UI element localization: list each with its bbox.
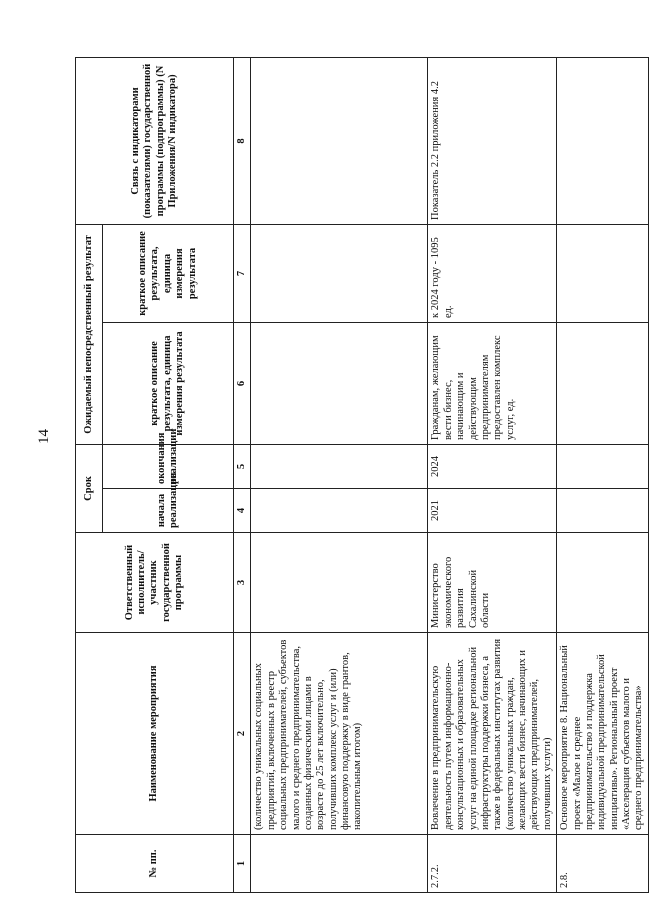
- row-name: Основное мероприятие 8. Национальный проект «Малое и среднее предпринимательство и поддержка индивидуальной предпринимательской инициативы». Региональный проект «Акселерация субъектов малого и среднего предпринимательства»: [557, 633, 649, 835]
- header-term: Срок: [76, 444, 103, 532]
- row-result: Гражданам, желающим вести бизнес, начинающим и действующим предпринимателям предоставлен комплекс услуг, ед.: [428, 322, 557, 444]
- header-link: Связь с индикаторами (показателями) государственной программы (подпрограммы) (N Приложения/N индикатора): [76, 57, 234, 224]
- col-number: 6: [234, 322, 251, 444]
- header-term-end: окончания реализации: [103, 444, 234, 488]
- row-start: [557, 489, 649, 533]
- row-responsible: [251, 533, 428, 633]
- row-result-short: [251, 224, 428, 322]
- col-number: 1: [234, 835, 251, 893]
- header-expected-desc: краткое описание результата, единица измерения результата: [103, 322, 234, 444]
- col-number: 4: [234, 489, 251, 533]
- row-result: [251, 322, 428, 444]
- header-expected: Ожидаемый непосредственный результат: [76, 224, 103, 444]
- row-start: 2021: [428, 489, 557, 533]
- row-num: 2.8.: [557, 835, 649, 893]
- col-number: 2: [234, 633, 251, 835]
- header-term-start: начала реализации: [103, 489, 234, 533]
- table-row: [557, 57, 649, 892]
- page-number: 14: [36, 429, 52, 444]
- header-num: № пп.: [76, 835, 234, 893]
- row-result-short: к 2024 году - 1095 ед.: [428, 224, 557, 322]
- row-name: (количество уникальных социальных предприятий, включенных в реестр социальных предпринимателей, субъектов малого и среднего предпринимательства, созданных физическими лицами в возрасте до 25 лет включительно, получивших комплекс услуг и (или) финансовую поддержку в виде грантов, накопительным итогом): [251, 633, 428, 835]
- table-row: [251, 57, 428, 892]
- header-expected-short: краткое описание результата, единица измерения результата: [103, 224, 234, 322]
- column-number-row: [234, 57, 251, 892]
- row-num: [251, 835, 428, 893]
- rotated-page: [75, 58, 645, 893]
- col-number: 5: [234, 444, 251, 488]
- row-end: [251, 444, 428, 488]
- row-start: [251, 489, 428, 533]
- row-link: [251, 57, 428, 224]
- header-name: Наименование мероприятия: [76, 633, 234, 835]
- row-name: Вовлечение в предпринимательскую деятельность путем информационно-консультационных и образовательных услуг на единой площадке региональной инфраструктуры поддержки бизнеса, а также в федеральных институтах развития (количество уникальных граждан, желающих вести бизнес, начинающих и действующих предпринимателей, получивших услуги): [428, 633, 557, 835]
- header-responsible: Ответственный исполнитель/участник государственной программы: [76, 533, 234, 633]
- events-table: [75, 57, 649, 893]
- row-link: [557, 57, 649, 224]
- row-responsible: [557, 533, 649, 633]
- row-end: 2024: [428, 444, 557, 488]
- row-responsible: Министерство экономического развития Сахалинской области: [428, 533, 557, 633]
- row-result-short: [557, 224, 649, 322]
- table-row: [428, 57, 557, 892]
- col-number: 8: [234, 57, 251, 224]
- col-number: 7: [234, 224, 251, 322]
- row-end: [557, 444, 649, 488]
- row-link: Показатель 2.2 приложения 4.2: [428, 57, 557, 224]
- row-result: [557, 322, 649, 444]
- col-number: 3: [234, 533, 251, 633]
- row-num: 2.7.2.: [428, 835, 557, 893]
